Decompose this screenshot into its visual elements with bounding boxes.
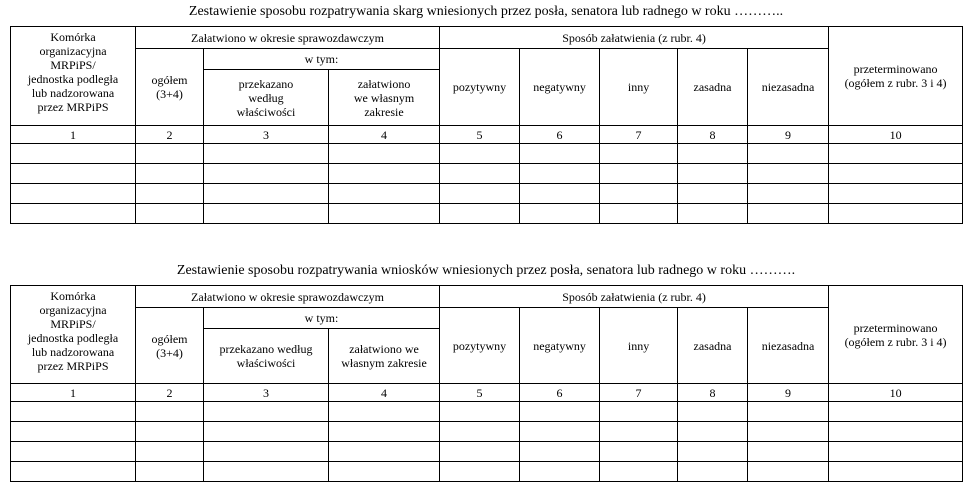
table-cell[interactable] (11, 442, 136, 462)
table-cell[interactable] (748, 144, 829, 164)
table-cell[interactable] (748, 422, 829, 442)
table-row (11, 144, 963, 164)
table-cell[interactable] (329, 164, 440, 184)
table-cell[interactable] (11, 204, 136, 224)
column-number: 10 (829, 384, 963, 402)
table-cell[interactable] (440, 144, 520, 164)
table-cell[interactable] (600, 144, 678, 164)
table-cell[interactable] (678, 402, 748, 422)
table-cell[interactable] (11, 402, 136, 422)
column-number: 1 (11, 126, 136, 144)
table-row (11, 184, 963, 204)
header-overdue: przeterminowano (ogółem z rubr. 3 i 4) (829, 286, 963, 384)
header-other: inny (600, 49, 678, 126)
table-cell[interactable] (136, 144, 204, 164)
table-cell[interactable] (678, 422, 748, 442)
table-cell[interactable] (678, 462, 748, 482)
table-cell[interactable] (748, 164, 829, 184)
column-number: 1 (11, 384, 136, 402)
table-cell[interactable] (678, 442, 748, 462)
table-cell[interactable] (440, 442, 520, 462)
column-numbers-row (11, 384, 963, 402)
header-settled-group: Załatwiono w okresie sprawozdawczym (136, 286, 440, 308)
header-positive: pozytywny (440, 308, 520, 384)
column-number: 5 (440, 126, 520, 144)
table-cell[interactable] (204, 204, 329, 224)
table-cell[interactable] (600, 402, 678, 422)
column-number: 7 (600, 384, 678, 402)
table-row (11, 462, 963, 482)
table-cell[interactable] (520, 462, 600, 482)
table-row (11, 422, 963, 442)
table-cell[interactable] (204, 442, 329, 462)
table-row (11, 442, 963, 462)
table-cell[interactable] (440, 184, 520, 204)
table-cell[interactable] (204, 144, 329, 164)
table-cell[interactable] (520, 164, 600, 184)
table-cell[interactable] (748, 442, 829, 462)
table-cell[interactable] (440, 402, 520, 422)
table-cell[interactable] (678, 184, 748, 204)
header-method-group: Sposób załatwienia (z rubr. 4) (440, 27, 829, 49)
column-number: 3 (204, 384, 329, 402)
column-number: 8 (678, 126, 748, 144)
header-including: w tym: (204, 49, 440, 70)
table-cell[interactable] (11, 184, 136, 204)
table-cell[interactable] (748, 462, 829, 482)
table-cell[interactable] (829, 462, 963, 482)
header-transferred: przekazano według właściwości (204, 70, 329, 126)
complaints-table-title: Zestawienie sposobu rozpatrywania skarg wniesionych przez posła, senatora lub radnego w roku ……….. (188, 4, 784, 19)
table-cell[interactable] (678, 164, 748, 184)
table-cell[interactable] (520, 184, 600, 204)
table-cell[interactable] (136, 402, 204, 422)
table-cell[interactable] (204, 184, 329, 204)
table-cell[interactable] (204, 462, 329, 482)
table-cell[interactable] (829, 184, 963, 204)
column-number: 5 (440, 384, 520, 402)
table-cell[interactable] (11, 164, 136, 184)
header-negative: negatywny (520, 308, 600, 384)
table-cell[interactable] (329, 402, 440, 422)
table-cell[interactable] (520, 442, 600, 462)
header-unit: Komórka organizacyjna MRPiPS/ jednostka podległa lub nadzorowana przez MRPiPS (11, 286, 136, 384)
table-cell[interactable] (440, 204, 520, 224)
column-number: 2 (136, 384, 204, 402)
table-cell[interactable] (440, 164, 520, 184)
table-cell[interactable] (600, 164, 678, 184)
table-cell[interactable] (600, 204, 678, 224)
header-method-group: Sposób załatwienia (z rubr. 4) (440, 286, 829, 308)
header-overdue: przeterminowano (ogółem z rubr. 3 i 4) (829, 27, 963, 126)
header-negative: negatywny (520, 49, 600, 126)
table-cell[interactable] (11, 462, 136, 482)
table-cell[interactable] (600, 462, 678, 482)
table-cell[interactable] (204, 422, 329, 442)
column-number: 6 (520, 126, 600, 144)
table-row (11, 164, 963, 184)
header-unjustified: niezasadna (748, 308, 829, 384)
table-cell[interactable] (678, 204, 748, 224)
table-cell[interactable] (678, 144, 748, 164)
table-cell[interactable] (829, 164, 963, 184)
complaints-section (10, 0, 962, 224)
column-number: 9 (748, 384, 829, 402)
table-cell[interactable] (520, 144, 600, 164)
column-number: 3 (204, 126, 329, 144)
table-cell[interactable] (829, 204, 963, 224)
column-numbers-row (11, 126, 963, 144)
table-cell[interactable] (136, 422, 204, 442)
table-cell[interactable] (204, 402, 329, 422)
table-cell[interactable] (11, 422, 136, 442)
table-cell[interactable] (204, 164, 329, 184)
header-positive: pozytywny (440, 49, 520, 126)
header-other: inny (600, 308, 678, 384)
table-cell[interactable] (136, 204, 204, 224)
table-cell[interactable] (136, 442, 204, 462)
column-number: 2 (136, 126, 204, 144)
requests-table (10, 285, 963, 482)
complaints-table (10, 26, 963, 224)
table-cell[interactable] (440, 422, 520, 442)
requests-section (10, 259, 962, 482)
table-cell[interactable] (329, 422, 440, 442)
table-cell[interactable] (600, 184, 678, 204)
table-cell[interactable] (520, 204, 600, 224)
table-cell[interactable] (829, 442, 963, 462)
table-row (11, 402, 963, 422)
table-cell[interactable] (329, 204, 440, 224)
table-cell[interactable] (136, 184, 204, 204)
header-unit: Komórka organizacyjna MRPiPS/ jednostka podległa lub nadzorowana przez MRPiPS (11, 27, 136, 126)
table-cell[interactable] (329, 442, 440, 462)
header-transferred: przekazano według właściwości (204, 329, 329, 384)
table-cell[interactable] (520, 402, 600, 422)
column-number: 10 (829, 126, 963, 144)
column-number: 4 (329, 384, 440, 402)
column-number: 7 (600, 126, 678, 144)
header-settled-group: Załatwiono w okresie sprawozdawczym (136, 27, 440, 49)
column-number: 6 (520, 384, 600, 402)
table-cell[interactable] (329, 462, 440, 482)
table-cell[interactable] (748, 204, 829, 224)
table-cell[interactable] (520, 422, 600, 442)
table-cell[interactable] (329, 184, 440, 204)
requests-table-title: Zestawienie sposobu rozpatrywania wniosków wniesionych przez posła, senatora lub radnego w roku ………. (176, 263, 796, 278)
header-own-scope: załatwiono we własnym zakresie (329, 70, 440, 126)
column-number: 9 (748, 126, 829, 144)
table-cell[interactable] (748, 184, 829, 204)
table-cell[interactable] (748, 402, 829, 422)
header-justified: zasadna (678, 308, 748, 384)
table-cell[interactable] (829, 144, 963, 164)
table-cell[interactable] (11, 144, 136, 164)
header-including: w tym: (204, 308, 440, 329)
header-total: ogółem (3+4) (136, 49, 204, 126)
table-cell[interactable] (136, 462, 204, 482)
header-own-scope: załatwiono we własnym zakresie (329, 329, 440, 384)
table-cell[interactable] (329, 144, 440, 164)
column-number: 4 (329, 126, 440, 144)
column-number: 8 (678, 384, 748, 402)
header-total: ogółem (3+4) (136, 308, 204, 384)
table-cell[interactable] (829, 422, 963, 442)
table-row (11, 204, 963, 224)
table-cell[interactable] (136, 164, 204, 184)
table-cell[interactable] (440, 462, 520, 482)
table-cell[interactable] (829, 402, 963, 422)
table-cell[interactable] (600, 422, 678, 442)
header-unjustified: niezasadna (748, 49, 829, 126)
table-cell[interactable] (600, 442, 678, 462)
header-justified: zasadna (678, 49, 748, 126)
